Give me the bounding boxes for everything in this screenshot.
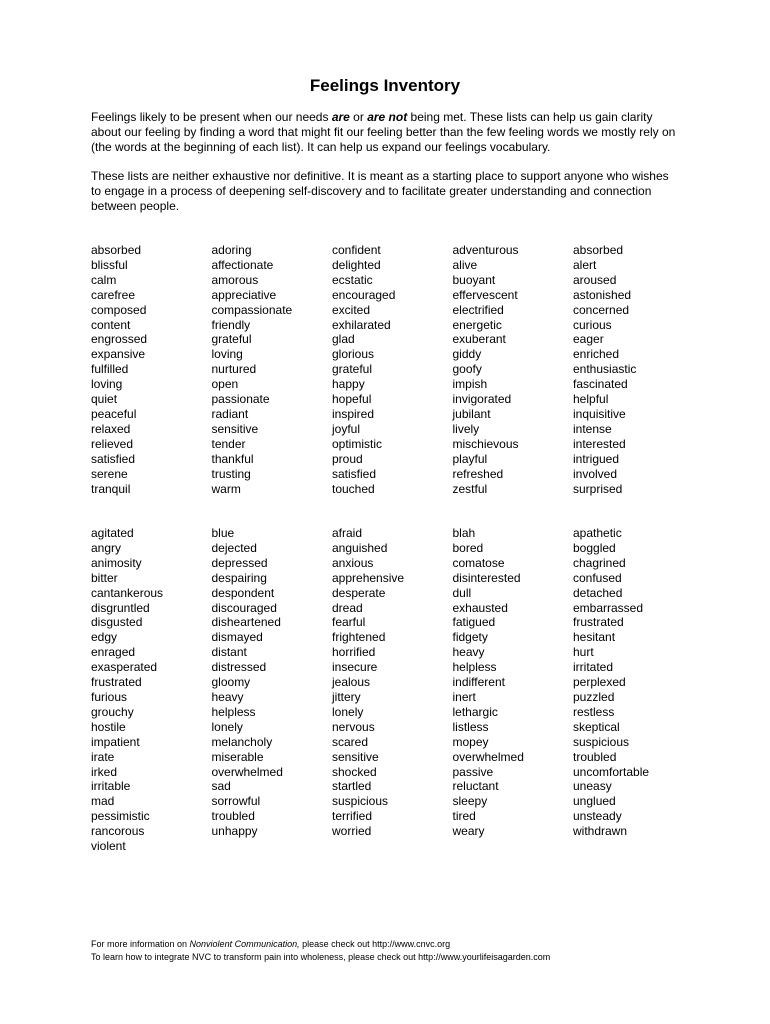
feeling-word: alive (452, 257, 478, 272)
footer-nvc-title: Nonviolent Communication, (189, 939, 300, 949)
feeling-word: discouraged (211, 600, 277, 615)
feeling-word: weary (452, 824, 485, 839)
feeling-word: optimistic (332, 436, 383, 451)
feeling-word: dread (332, 600, 363, 615)
feeling-word: mischievous (452, 436, 519, 451)
feeling-word: sorrowful (211, 794, 261, 809)
feeling-word: affectionate (211, 257, 274, 272)
feeling-word: enraged (91, 645, 136, 660)
feeling-word: lively (452, 421, 480, 436)
feeling-word: loving (91, 377, 123, 392)
feeling-word: tired (452, 809, 476, 824)
feeling-word: adoring (211, 243, 252, 257)
feeling-word: perplexed (573, 675, 626, 690)
feeling-word: frustrated (91, 675, 142, 690)
feeling-word: uneasy (573, 779, 612, 794)
feeling-word: alert (573, 257, 597, 272)
feeling-word: miserable (211, 749, 264, 764)
footer-line-cnvc (91, 938, 731, 951)
feeling-word: startled (332, 779, 372, 794)
feeling-word: distant (211, 645, 247, 660)
feeling-word: giddy (452, 347, 482, 362)
intro-emphasis-are-not: are not (367, 110, 408, 124)
feeling-word: withdrawn (573, 824, 628, 839)
feeling-word: buoyant (452, 272, 496, 287)
feeling-word: irked (91, 764, 118, 779)
feeling-word: passive (452, 764, 494, 779)
feeling-word: confident (332, 243, 381, 257)
feeling-word: agitated (91, 526, 134, 540)
disclaimer-paragraph: These lists are neither exhaustive nor definitive. It is meant as a starting place to support anyone who wishes to engage in a process of deepening self-discovery and to facilitate greater understanding and connection between people. (91, 169, 669, 213)
feeling-word: satisfied (332, 466, 377, 481)
feeling-word: peaceful (91, 406, 137, 421)
feeling-word: despondent (211, 585, 275, 600)
feeling-word: relieved (91, 436, 134, 451)
feeling-word: satisfied (91, 451, 136, 466)
feeling-word: furious (91, 689, 128, 704)
feeling-word: terrified (332, 809, 373, 824)
feelings-column (212, 243, 333, 496)
feeling-word: enriched (573, 347, 620, 362)
feeling-word: content (91, 317, 131, 332)
feeling-word: skeptical (573, 719, 620, 734)
feeling-word: curious (573, 317, 612, 332)
feeling-word: apathetic (573, 526, 622, 540)
feeling-word: engrossed (91, 332, 148, 347)
feeling-word: thankful (211, 451, 254, 466)
feeling-word: involved (573, 466, 618, 481)
feeling-word: angry (91, 540, 122, 555)
feeling-word: grateful (332, 362, 373, 377)
feeling-word: adventurous (452, 243, 519, 257)
feeling-word: edgy (91, 630, 118, 645)
footer-line-garden: To learn how to integrate NVC to transform pain into wholeness, please check out http://www.yourlifeisagarden.com (91, 951, 551, 962)
feeling-word: depressed (211, 555, 268, 570)
feeling-word: listless (452, 719, 489, 734)
feeling-word: helpless (211, 704, 256, 719)
feeling-word: tranquil (91, 481, 131, 496)
feeling-word: animosity (91, 555, 142, 570)
feeling-word: distressed (211, 660, 267, 675)
feeling-word: troubled (573, 749, 617, 764)
feelings-column (332, 243, 453, 496)
feeling-word: gloomy (211, 675, 251, 690)
intro-paragraph (91, 110, 676, 155)
feeling-word: overwhelmed (211, 764, 283, 779)
feeling-word: refreshed (452, 466, 504, 481)
feeling-word: lonely (211, 719, 243, 734)
feeling-word: frightened (332, 630, 386, 645)
feelings-column (573, 243, 694, 496)
feeling-word: nervous (332, 719, 375, 734)
feeling-word: embarrassed (573, 600, 644, 615)
feeling-word: blah (452, 526, 476, 540)
feeling-word: effervescent (452, 287, 518, 302)
feeling-word: interested (573, 436, 626, 451)
feeling-word: uncomfortable (573, 764, 650, 779)
feeling-word: nurtured (211, 362, 257, 377)
footer (91, 938, 731, 963)
feeling-word: amorous (211, 272, 259, 287)
feeling-word: anguished (332, 540, 388, 555)
intro-emphasis-are: are (331, 110, 350, 124)
feeling-word: sensitive (211, 421, 259, 436)
feeling-word: rancorous (91, 824, 145, 839)
feeling-word: afraid (332, 526, 363, 540)
feeling-word: electrified (452, 302, 504, 317)
feeling-word: overwhelmed (452, 749, 524, 764)
feeling-word: enthusiastic (573, 362, 637, 377)
feeling-word: aroused (573, 272, 617, 287)
feeling-word: worried (332, 824, 372, 839)
feeling-word: scared (332, 734, 369, 749)
feeling-word: blue (211, 526, 235, 540)
feeling-word: inert (452, 689, 476, 704)
feeling-word: helpful (573, 392, 609, 407)
feeling-word: lethargic (452, 704, 498, 719)
page-title: Feelings Inventory (309, 76, 461, 95)
feeling-word: zestful (452, 481, 488, 496)
feeling-word: violent (91, 839, 126, 854)
feeling-word: dull (452, 585, 472, 600)
feeling-word: reluctant (452, 779, 499, 794)
feelings-column (332, 526, 453, 854)
feeling-word: jittery (332, 689, 361, 704)
feeling-word: irate (91, 749, 115, 764)
feelings-column (91, 526, 212, 854)
feeling-word: glad (332, 332, 355, 347)
feeling-word: composed (91, 302, 147, 317)
feeling-word: inspired (332, 406, 375, 421)
feeling-word: warm (211, 481, 241, 496)
feeling-word: proud (332, 451, 363, 466)
feeling-word: energetic (452, 317, 502, 332)
feeling-word: shocked (332, 764, 377, 779)
feeling-word: grateful (211, 332, 252, 347)
feeling-word: fascinated (573, 377, 628, 392)
feeling-word: hostile (91, 719, 126, 734)
feeling-word: unglued (573, 794, 616, 809)
feeling-word: confused (573, 570, 622, 585)
feeling-word: appreciative (211, 287, 277, 302)
feeling-word: mad (91, 794, 115, 809)
feeling-word: ecstatic (332, 272, 373, 287)
feeling-word: puzzled (573, 689, 615, 704)
feelings-column (212, 526, 333, 854)
feeling-word: absorbed (573, 243, 624, 257)
intro-text-1: Feelings likely to be present when our needs (91, 110, 332, 124)
intro-text-2: or (349, 110, 368, 124)
feeling-word: hopeful (332, 392, 372, 407)
feeling-word: grouchy (91, 704, 134, 719)
feeling-word: chagrined (573, 555, 626, 570)
feeling-word: intrigued (573, 451, 620, 466)
feeling-word: serene (91, 466, 128, 481)
feeling-word: restless (573, 704, 615, 719)
feeling-word: comatose (452, 555, 505, 570)
footer-text: For more information on (91, 939, 190, 949)
feeling-word: insecure (332, 660, 378, 675)
feeling-word: fatigued (452, 615, 496, 630)
feeling-word: despairing (211, 570, 267, 585)
feeling-word: quiet (91, 392, 118, 407)
feeling-word: suspicious (573, 734, 630, 749)
feeling-word: sleepy (452, 794, 488, 809)
feeling-word: fidgety (452, 630, 488, 645)
feeling-word: joyful (332, 421, 361, 436)
feeling-word: exhilarated (332, 317, 391, 332)
feeling-word: heavy (211, 689, 244, 704)
feeling-word: fearful (332, 615, 366, 630)
feeling-word: sensitive (332, 749, 379, 764)
feeling-word: friendly (211, 317, 251, 332)
feeling-word: unsteady (573, 809, 622, 824)
feeling-word: frustrated (573, 615, 624, 630)
feeling-word: disgusted (91, 615, 143, 630)
feeling-word: fulfilled (91, 362, 129, 377)
feeling-word: expansive (91, 347, 146, 362)
feeling-word: lonely (332, 704, 364, 719)
feeling-word: exuberant (452, 332, 506, 347)
feeling-word: apprehensive (332, 570, 405, 585)
feeling-word: sad (211, 779, 231, 794)
footer-cnvc-link: please check out http://www.cnvc.org (299, 939, 451, 949)
feeling-word: disheartened (211, 615, 281, 630)
feeling-word: bitter (91, 570, 118, 585)
feeling-word: happy (332, 377, 365, 392)
feeling-word: helpless (452, 660, 497, 675)
feeling-word: anxious (332, 555, 374, 570)
feeling-word: radiant (211, 406, 249, 421)
feeling-word: passionate (211, 392, 270, 407)
feeling-word: impish (452, 377, 488, 392)
feeling-word: playful (452, 451, 488, 466)
intro-text-3: being met. These lists can help us gain clarity about our feeling by finding a word that might fit our feeling better than the few feeling words we mostly rely on (the words at the beginning of each list). It can help us expand our feelings vocabulary. (91, 110, 676, 154)
feeling-word: inquisitive (573, 406, 626, 421)
feeling-word: hesitant (573, 630, 616, 645)
feeling-word: absorbed (91, 243, 142, 257)
feeling-word: delighted (332, 257, 381, 272)
feeling-word: pessimistic (91, 809, 150, 824)
feeling-word: loving (211, 347, 243, 362)
feeling-word: disgruntled (91, 600, 150, 615)
feeling-word: glorious (332, 347, 375, 362)
feeling-word: dismayed (211, 630, 263, 645)
feeling-word: touched (332, 481, 375, 496)
feeling-word: hurt (573, 645, 594, 660)
feeling-word: exhausted (452, 600, 508, 615)
feeling-word: invigorated (452, 392, 512, 407)
feeling-word: blissful (91, 257, 128, 272)
feeling-word: dejected (211, 540, 257, 555)
feeling-word: mopey (452, 734, 489, 749)
feeling-word: concerned (573, 302, 630, 317)
feeling-word: relaxed (91, 421, 131, 436)
feeling-word: jealous (332, 675, 371, 690)
feeling-word: carefree (91, 287, 136, 302)
feeling-word: cantankerous (91, 585, 164, 600)
feeling-word: exasperated (91, 660, 158, 675)
feeling-word: excited (332, 302, 371, 317)
feeling-word: tender (211, 436, 246, 451)
feeling-word: jubilant (452, 406, 491, 421)
feeling-word: bored (452, 540, 484, 555)
feeling-word: irritated (573, 660, 614, 675)
feeling-word: intense (573, 421, 612, 436)
feeling-word: surprised (573, 481, 623, 496)
feeling-word: eager (573, 332, 604, 347)
feeling-word: troubled (211, 809, 255, 824)
needs-met-feelings-grid (91, 243, 694, 496)
feeling-word: impatient (91, 734, 140, 749)
feeling-word: horrified (332, 645, 376, 660)
feeling-word: indifferent (452, 675, 505, 690)
feelings-column (453, 243, 574, 496)
feeling-word: melancholy (211, 734, 273, 749)
feeling-word: irritable (91, 779, 131, 794)
feeling-word: calm (91, 272, 117, 287)
feeling-word: desperate (332, 585, 386, 600)
feeling-word: heavy (452, 645, 485, 660)
feeling-word: suspicious (332, 794, 389, 809)
feeling-word: open (211, 377, 239, 392)
feeling-word: boggled (573, 540, 616, 555)
feeling-word: disinterested (452, 570, 521, 585)
feeling-word: astonished (573, 287, 632, 302)
feelings-column (573, 526, 694, 854)
feeling-word: unhappy (211, 824, 258, 839)
feelings-column (453, 526, 574, 854)
feeling-word: goofy (452, 362, 482, 377)
feeling-word: encouraged (332, 287, 396, 302)
feeling-word: trusting (211, 466, 251, 481)
feelings-column (91, 243, 212, 496)
needs-not-met-feelings-grid (91, 526, 694, 854)
feeling-word: detached (573, 585, 623, 600)
feeling-word: compassionate (211, 302, 293, 317)
